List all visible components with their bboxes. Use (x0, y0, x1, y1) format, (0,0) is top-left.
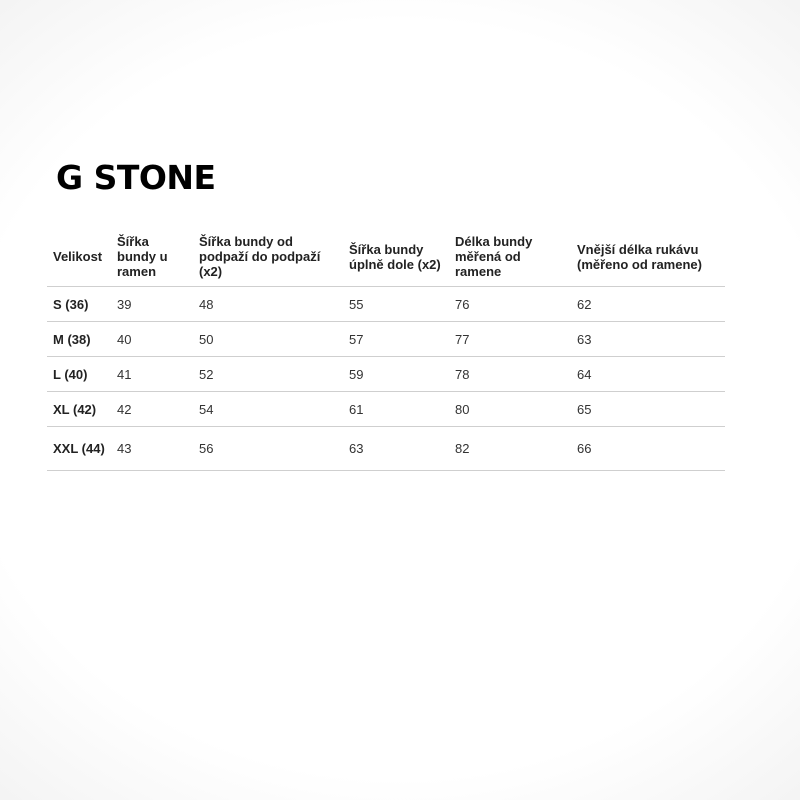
size-cell: L (40) (47, 357, 111, 392)
size-table (47, 227, 725, 471)
table-cell: 63 (571, 322, 725, 357)
header-shoulder-width: Šířka bundy u ramen (117, 234, 168, 279)
table-cell: 57 (343, 322, 449, 357)
header-size: Velikost (53, 249, 103, 264)
table-cell: 80 (449, 392, 571, 427)
size-cell: XL (42) (47, 392, 111, 427)
table-cell: 61 (343, 392, 449, 427)
table-cell: 40 (111, 322, 193, 357)
table-cell: 59 (343, 357, 449, 392)
table-cell: 76 (449, 287, 571, 322)
table-cell: 77 (449, 322, 571, 357)
table-cell: 62 (571, 287, 725, 322)
table-row (47, 357, 725, 392)
header-length: Délka bundy měřená od ramene (455, 234, 533, 279)
table-cell: 43 (111, 427, 193, 471)
table-cell: 54 (193, 392, 343, 427)
header-sleeve-length: Vnější délka rukávu (měřeno od ramene) (577, 241, 702, 272)
table-cell: 56 (193, 427, 343, 471)
table-row (47, 287, 725, 322)
table-cell: 48 (193, 287, 343, 322)
table-row (47, 392, 725, 427)
table-cell: 66 (571, 427, 725, 471)
table-cell: 78 (449, 357, 571, 392)
table-cell: 55 (343, 287, 449, 322)
table-cell: 65 (571, 392, 725, 427)
table-cell: 52 (193, 357, 343, 392)
table-cell: 64 (571, 357, 725, 392)
header-armpit-width: Šířka bundy od podpaží do podpaží (x2) (199, 234, 321, 279)
table-cell: 50 (193, 322, 343, 357)
table-cell: 82 (449, 427, 571, 471)
table-row (47, 322, 725, 357)
size-cell: S (36) (47, 287, 111, 322)
table-row (47, 427, 725, 471)
size-cell: M (38) (47, 322, 111, 357)
table-cell: 63 (343, 427, 449, 471)
table-cell: 42 (111, 392, 193, 427)
header-bottom-width: Šířka bundy úplně dole (x2) (349, 241, 441, 272)
size-cell: XXL (44) (47, 427, 111, 471)
page-title: G STONE (56, 158, 216, 197)
table-cell: 41 (111, 357, 193, 392)
table-cell: 39 (111, 287, 193, 322)
table-header-row (47, 227, 725, 287)
